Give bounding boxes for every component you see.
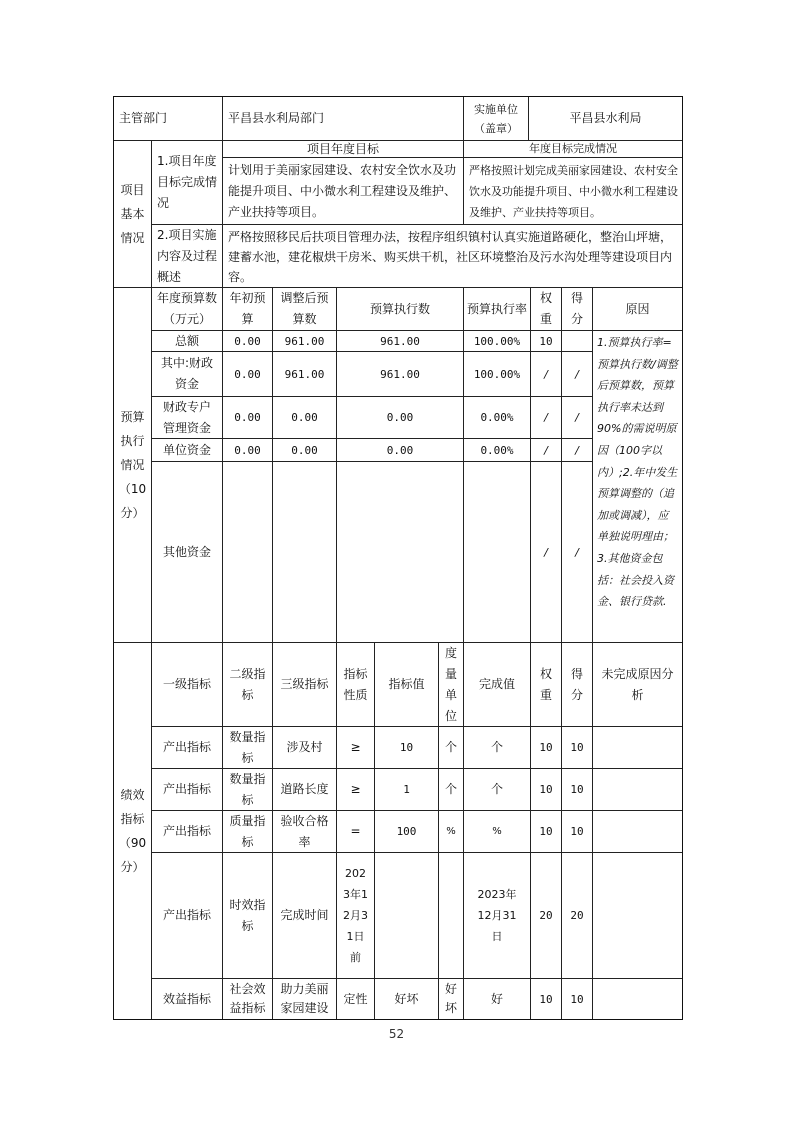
perf-header-unit: 度量单位 xyxy=(438,642,464,727)
perf-row-l1: 产出指标 xyxy=(151,852,223,979)
perf-row-done: 个 xyxy=(463,726,531,769)
perf-row-l2: 质量指标 xyxy=(222,810,273,853)
budget-header-weight: 权重 xyxy=(530,287,562,331)
perf-row-weight: 10 xyxy=(530,768,562,811)
budget-row-name: 其中:财政资金 xyxy=(151,351,223,397)
completion-col-header: 年度目标完成情况 xyxy=(463,140,683,158)
perf-header-l1: 一级指标 xyxy=(151,642,223,727)
perf-row-l2: 社会效益指标 xyxy=(222,978,273,1020)
budget-row-executed xyxy=(336,461,464,643)
budget-header-reason: 原因 xyxy=(592,287,683,331)
perf-row-reason xyxy=(592,978,683,1020)
perf-row-score: 20 xyxy=(561,852,593,979)
perf-row-weight: 10 xyxy=(530,810,562,853)
impl-content-label: 2.项目实施内容及过程概述 xyxy=(151,224,223,288)
perf-row-l1: 效益指标 xyxy=(151,978,223,1020)
budget-row-initial: 0.00 xyxy=(222,330,273,352)
perf-row-nature: 定性 xyxy=(336,978,375,1020)
budget-row-adjusted: 0.00 xyxy=(272,396,337,439)
impl-content-text: 严格按照移民后扶项目管理办法，按程序组织镇村认真实施道路硬化，整治山坪塘，建蓄水池，建花椒烘干房米、购买烘干机，社区环境整治及污水沟处理等建设项目内容。 xyxy=(222,224,683,288)
perf-row-value: 好坏 xyxy=(374,978,439,1020)
perf-row-unit: 好坏 xyxy=(438,978,464,1020)
budget-row-rate: 100.00% xyxy=(463,330,531,352)
perf-row-unit: 个 xyxy=(438,768,464,811)
budget-row-executed: 961.00 xyxy=(336,351,464,397)
budget-row-score: / xyxy=(561,438,593,462)
budget-row-score: / xyxy=(561,396,593,439)
budget-row-adjusted: 961.00 xyxy=(272,330,337,352)
dept-label: 主管部门 xyxy=(113,96,223,141)
budget-header-initial: 年初预算 xyxy=(222,287,273,331)
perf-row-l1: 产出指标 xyxy=(151,768,223,811)
budget-row-score: / xyxy=(561,351,593,397)
goal-text: 计划用于美丽家园建设、农村安全饮水及功能提升项目、中小微水利工程建设及维护、产业扶持等项目。 xyxy=(222,157,464,225)
budget-row-weight: / xyxy=(530,351,562,397)
perf-row-reason xyxy=(592,852,683,979)
perf-row-l1: 产出指标 xyxy=(151,726,223,769)
page-number: 52 xyxy=(388,1027,405,1041)
perf-row-l3: 涉及村 xyxy=(272,726,337,769)
perf-row-l2: 数量指标 xyxy=(222,768,273,811)
perf-row-reason xyxy=(592,810,683,853)
budget-row-weight: 10 xyxy=(530,330,562,352)
performance-section-label: 绩效指标（90分） xyxy=(113,642,152,1020)
perf-row-value: 1 xyxy=(374,768,439,811)
perf-row-l2: 时效指标 xyxy=(222,852,273,979)
perf-row-l3: 验收合格率 xyxy=(272,810,337,853)
budget-row-weight: / xyxy=(530,438,562,462)
budget-row-adjusted: 0.00 xyxy=(272,438,337,462)
budget-row-name: 财政专户管理资金 xyxy=(151,396,223,439)
basic-section-label: 项目基本情况 xyxy=(113,140,152,288)
perf-header-done: 完成值 xyxy=(463,642,531,727)
perf-row-l1: 产出指标 xyxy=(151,810,223,853)
perf-row-reason xyxy=(592,768,683,811)
budget-reason-note: 1.预算执行率=预算执行数/调整后预算数，预算执行率未达到90%的需说明原因（100字以内）;2.年中发生预算调整的（追加或调减），应单独说明理由；3.其他资金包括：社会投入资金、银行贷款. xyxy=(592,330,683,643)
budget-row-name: 其他资金 xyxy=(151,461,223,643)
budget-row-rate: 0.00% xyxy=(463,438,531,462)
perf-row-unit: % xyxy=(438,810,464,853)
budget-row-executed: 0.00 xyxy=(336,396,464,439)
perf-row-done: 个 xyxy=(463,768,531,811)
budget-row-adjusted: 961.00 xyxy=(272,351,337,397)
budget-row-name: 总额 xyxy=(151,330,223,352)
budget-row-rate: 0.00% xyxy=(463,396,531,439)
perf-header-nature: 指标性质 xyxy=(336,642,375,727)
budget-row-initial: 0.00 xyxy=(222,351,273,397)
perf-row-score: 10 xyxy=(561,810,593,853)
budget-row-executed: 0.00 xyxy=(336,438,464,462)
budget-row-score xyxy=(561,330,593,352)
perf-row-done: % xyxy=(463,810,531,853)
budget-row-adjusted xyxy=(272,461,337,643)
budget-row-executed: 961.00 xyxy=(336,330,464,352)
perf-row-l3: 助力美丽家园建设 xyxy=(272,978,337,1020)
perf-row-nature: 2023年12月31日前 xyxy=(336,852,375,979)
budget-row-weight: / xyxy=(530,461,562,643)
perf-row-weight: 10 xyxy=(530,978,562,1020)
budget-header-executed: 预算执行数 xyxy=(336,287,464,331)
perf-header-l2: 二级指标 xyxy=(222,642,273,727)
budget-row-rate: 100.00% xyxy=(463,351,531,397)
perf-row-unit xyxy=(438,852,464,979)
perf-row-value: 10 xyxy=(374,726,439,769)
perf-header-weight: 权重 xyxy=(530,642,562,727)
perf-row-nature: ≥ xyxy=(336,726,375,769)
perf-row-l2: 数量指标 xyxy=(222,726,273,769)
perf-row-unit: 个 xyxy=(438,726,464,769)
budget-row-rate xyxy=(463,461,531,643)
budget-header-score: 得分 xyxy=(561,287,593,331)
budget-row-initial: 0.00 xyxy=(222,438,273,462)
budget-row-weight: / xyxy=(530,396,562,439)
perf-header-score: 得分 xyxy=(561,642,593,727)
perf-row-reason xyxy=(592,726,683,769)
perf-header-reason: 未完成原因分析 xyxy=(592,642,683,727)
budget-header-adjusted: 调整后预算数 xyxy=(272,287,337,331)
budget-row-name: 单位资金 xyxy=(151,438,223,462)
perf-row-weight: 10 xyxy=(530,726,562,769)
dept-value: 平昌县水利局部门 xyxy=(222,96,464,141)
perf-row-nature: ≥ xyxy=(336,768,375,811)
perf-row-score: 10 xyxy=(561,726,593,769)
perf-row-value: 100 xyxy=(374,810,439,853)
impl-unit-label: 实施单位（盖章） xyxy=(463,96,529,141)
perf-row-score: 10 xyxy=(561,978,593,1020)
budget-row-initial: 0.00 xyxy=(222,396,273,439)
perf-row-done: 2023年12月31日 xyxy=(463,852,531,979)
completion-text: 严格按照计划完成美丽家园建设、农村安全饮水及功能提升项目、中小微水利工程建设及维护、产业扶持等项目。 xyxy=(463,157,683,225)
impl-unit-value: 平昌县水利局 xyxy=(528,96,683,141)
perf-row-score: 10 xyxy=(561,768,593,811)
perf-header-l3: 三级指标 xyxy=(272,642,337,727)
budget-header-rate: 预算执行率 xyxy=(463,287,531,331)
perf-row-nature: = xyxy=(336,810,375,853)
budget-row-initial xyxy=(222,461,273,643)
perf-row-weight: 20 xyxy=(530,852,562,979)
perf-row-done: 好 xyxy=(463,978,531,1020)
perf-row-l3: 完成时间 xyxy=(272,852,337,979)
perf-row-value xyxy=(374,852,439,979)
budget-row-score: / xyxy=(561,461,593,643)
goal-label: 1.项目年度目标完成情况 xyxy=(151,140,223,225)
budget-header-year: 年度预算数（万元） xyxy=(151,287,223,331)
perf-header-value: 指标值 xyxy=(374,642,439,727)
perf-row-l3: 道路长度 xyxy=(272,768,337,811)
budget-section-label: 预算执行情况（10分） xyxy=(113,287,152,643)
goal-col-header: 项目年度目标 xyxy=(222,140,464,158)
